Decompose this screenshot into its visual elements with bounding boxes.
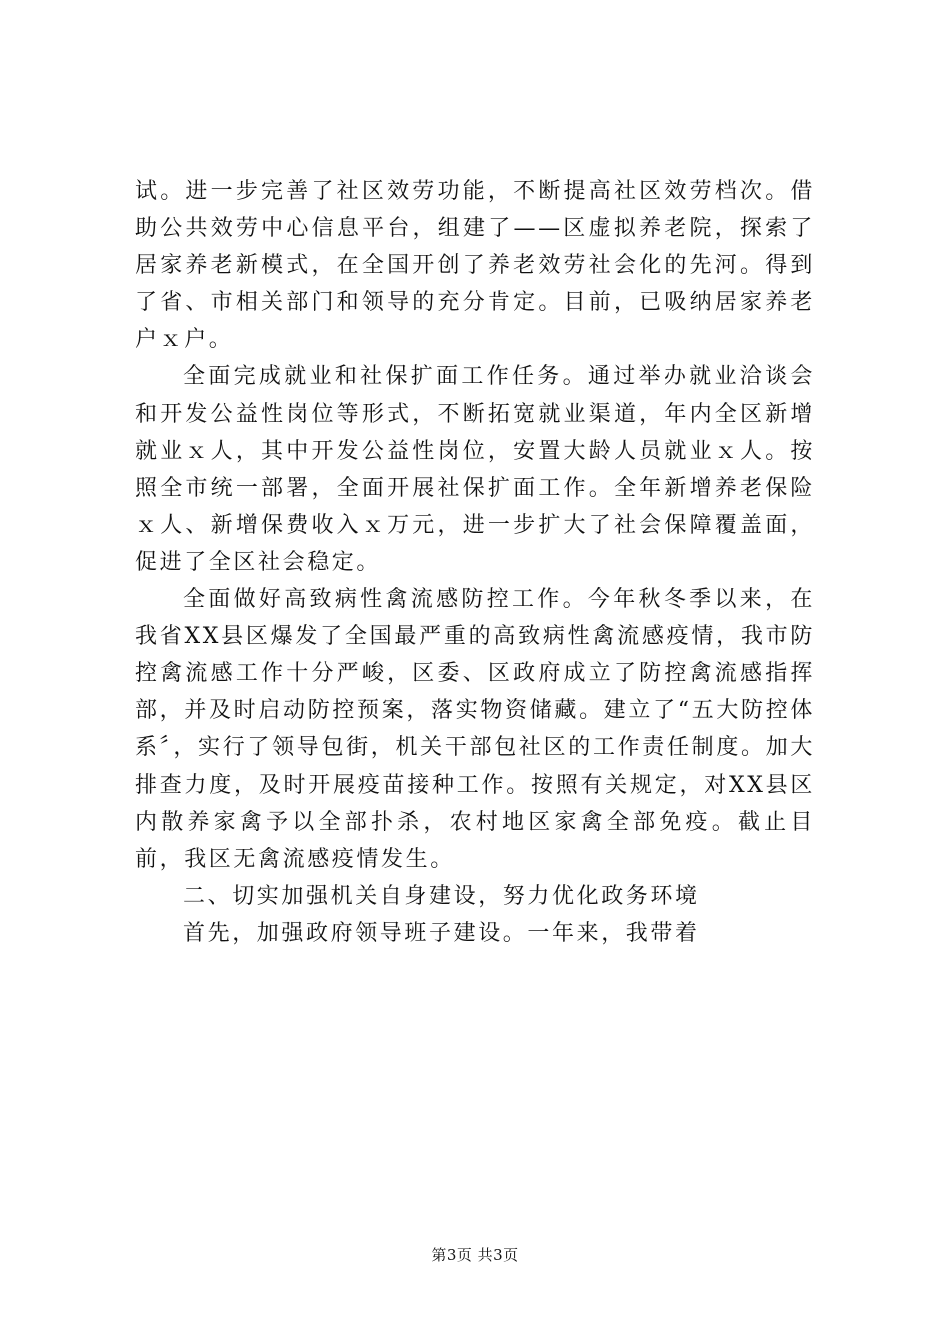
document-body	[135, 173, 815, 952]
page-number: 第3页 共3页	[431, 1246, 519, 1264]
page-footer	[0, 1244, 950, 1266]
paragraph-continuation: 试。进一步完善了社区效劳功能，不断提高社区效劳档次。借助公共效劳中心信息平台，组建了——区虚拟养老院，探索了居家养老新模式，在全国开创了养老效劳社会化的先河。得到了省、市相关部门和领导的充分肯定。目前，已吸纳居家养老户ｘ户。	[135, 179, 815, 353]
paragraph-employment: 全面完成就业和社保扩面工作任务。通过举办就业洽谈会和开发公益性岗位等形式，不断拓宽就业渠道，年内全区新增就业ｘ人，其中开发公益性岗位，安置大龄人员就业ｘ人。按照全市统一部署，全面开展社保扩面工作。全年新增养老保险ｘ人、新增保费收入ｘ万元，进一步扩大了社会保障覆盖面，促进了全区社会稳定。	[135, 364, 815, 575]
paragraph-avian-flu: 全面做好高致病性禽流感防控工作。今年秋冬季以来，在我省XX县区爆发了全国最严重的高致病性禽流感疫情，我市防控禽流感工作十分严峻，区委、区政府成立了防控禽流感指挥部，并及时启动防控预案，落实物资储藏。建立了“五大防控体系〞，实行了领导包街，机关干部包社区的工作责任制度。加大排查力度，及时开展疫苗接种工作。按照有关规定，对XX县区内散养家禽予以全部扑杀，农村地区家禽全部免疫。截止目前，我区无禽流感疫情发生。	[135, 587, 815, 872]
section-heading: 二、切实加强机关自身建设，努力优化政务环境	[183, 883, 700, 909]
paragraph-leadership: 首先，加强政府领导班子建设。一年来，我带着	[183, 920, 700, 946]
